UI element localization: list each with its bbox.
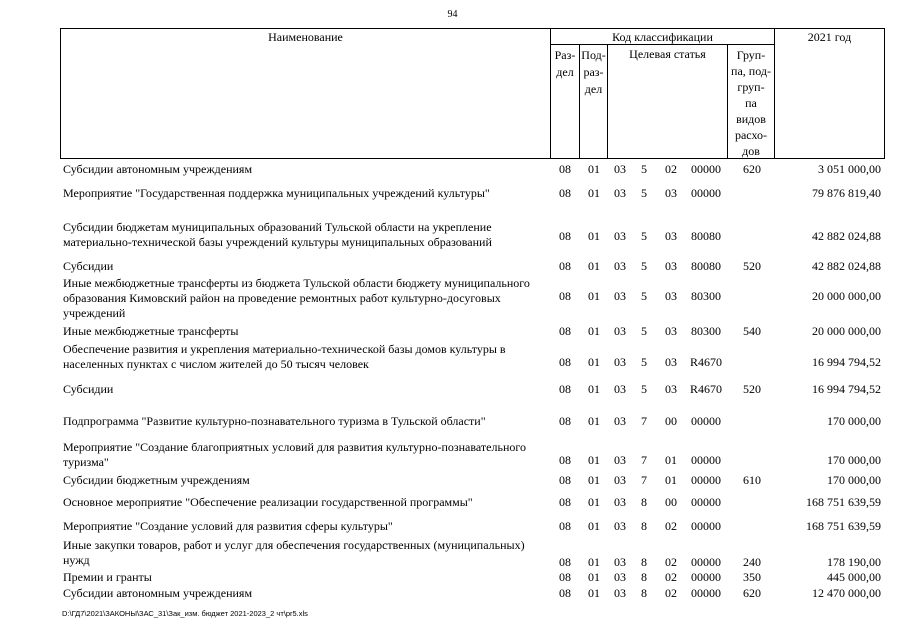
page-number: 94 [447,9,458,20]
header-year-cell [774,28,885,159]
row-code-b: 7 [641,453,647,467]
row-code-v: 540 [743,324,761,338]
row-code-r: 08 [559,186,571,200]
row-amount: 20 000 000,00 [812,324,881,338]
row-amount: 170 000,00 [827,414,881,428]
row-code-d: 00000 [691,495,721,509]
row-code-a: 03 [614,186,626,200]
row-code-c: 02 [665,586,677,600]
row-code-c: 00 [665,495,677,509]
row-code-r: 08 [559,586,571,600]
row-code-d: 80080 [691,229,721,243]
row-amount: 20 000 000,00 [812,289,881,303]
row-code-p: 01 [588,259,600,273]
row-code-d: R4670 [689,355,722,369]
row-code-r: 08 [559,555,571,569]
row-code-b: 8 [641,519,647,533]
row-name: Мероприятие "Создание условий для развития сферы культуры" [63,519,393,533]
row-name: Субсидии [63,382,114,396]
row-code-d: 00000 [691,555,721,569]
row-name: Обеспечение развития и укрепления материально-технической базы домов культуры в населенных пунктах с числом жителей до 50 тысяч человек [63,342,506,371]
row-code-p: 01 [588,570,600,584]
row-code-p: 01 [588,229,600,243]
row-code-a: 03 [614,453,626,467]
row-code-v: 520 [743,382,761,396]
row-amount: 170 000,00 [827,473,881,487]
row-amount: 42 882 024,88 [812,229,881,243]
row-amount: 16 994 794,52 [812,382,881,396]
row-code-p: 01 [588,453,600,467]
row-code-v: 240 [743,555,761,569]
row-code-p: 01 [588,586,600,600]
row-code-c: 03 [665,186,677,200]
row-code-b: 5 [641,324,647,338]
row-amount: 178 190,00 [827,555,881,569]
row-name: Мероприятие "Государственная поддержка муниципальных учреждений культуры" [63,186,490,200]
row-name: Субсидии бюджетам муниципальных образований Тульской области на укрепление материально-технической базы учреждений культуры муниципальных образований [63,220,492,249]
row-amount: 168 751 639,59 [806,519,881,533]
row-code-r: 08 [559,289,571,303]
row-code-r: 08 [559,495,571,509]
row-code-c: 01 [665,473,677,487]
row-code-r: 08 [559,162,571,176]
row-code-r: 08 [559,414,571,428]
row-code-b: 8 [641,495,647,509]
row-code-c: 02 [665,519,677,533]
header-razdel: Раз- дел [554,48,576,79]
row-code-c: 03 [665,382,677,396]
file-path-footer: D:\ГД7\2021\ЗАКОНЫ\ЗАС_31\Зак_изм. бюджет 2021-2023_2 чт\pr5.xls [62,609,308,618]
row-amount: 170 000,00 [827,453,881,467]
row-code-p: 01 [588,495,600,509]
row-code-p: 01 [588,162,600,176]
row-amount: 12 470 000,00 [812,586,881,600]
row-code-v: 520 [743,259,761,273]
row-code-r: 08 [559,355,571,369]
row-code-b: 7 [641,473,647,487]
row-name: Субсидии [63,259,114,273]
row-code-p: 01 [588,555,600,569]
row-code-a: 03 [614,324,626,338]
row-code-c: 00 [665,414,677,428]
row-code-p: 01 [588,414,600,428]
row-code-p: 01 [588,289,600,303]
row-code-r: 08 [559,259,571,273]
row-code-d: 80300 [691,324,721,338]
row-code-b: 5 [641,382,647,396]
row-code-c: 03 [665,324,677,338]
header-name: Наименование [268,30,343,44]
header-year: 2021 год [807,30,852,44]
row-name: Иные межбюджетные трансферты [63,324,239,338]
row-code-b: 5 [641,289,647,303]
row-code-d: R4670 [689,382,722,396]
header-celevaya: Целевая статья [629,47,706,61]
row-code-c: 02 [665,570,677,584]
row-code-p: 01 [588,473,600,487]
row-code-r: 08 [559,473,571,487]
row-code-v: 350 [743,570,761,584]
row-code-v: 620 [743,162,761,176]
row-code-d: 80300 [691,289,721,303]
row-name: Премии и гранты [63,570,152,584]
row-code-r: 08 [559,229,571,243]
row-code-a: 03 [614,495,626,509]
row-code-b: 8 [641,570,647,584]
row-code-a: 03 [614,586,626,600]
row-code-d: 00000 [691,519,721,533]
row-amount: 16 994 794,52 [812,355,881,369]
row-name: Иные межбюджетные трансферты из бюджета Тульской области бюджету муниципального образования Кимовский район на проведение ремонтных работ культурно-досуговых учреждений [63,276,530,320]
row-amount: 3 051 000,00 [818,162,881,176]
row-name: Субсидии автономным учреждениям [63,586,253,600]
row-amount: 42 882 024,88 [812,259,881,273]
row-name: Мероприятие "Создание благоприятных условий для развития культурно-познавательного туризма" [63,440,526,469]
row-code-d: 00000 [691,473,721,487]
row-code-b: 8 [641,586,647,600]
row-code-d: 00000 [691,586,721,600]
row-code-b: 5 [641,355,647,369]
row-code-a: 03 [614,229,626,243]
row-code-c: 03 [665,289,677,303]
row-code-r: 08 [559,324,571,338]
row-code-r: 08 [559,453,571,467]
row-code-p: 01 [588,186,600,200]
row-code-v: 610 [743,473,761,487]
row-code-a: 03 [614,473,626,487]
row-code-c: 02 [665,555,677,569]
row-code-a: 03 [614,355,626,369]
row-code-b: 5 [641,259,647,273]
row-name: Иные закупки товаров, работ и услуг для обеспечения государственных (муниципальных) нужд [63,538,525,567]
row-code-p: 01 [588,355,600,369]
row-code-c: 03 [665,229,677,243]
row-code-c: 03 [665,259,677,273]
row-code-a: 03 [614,414,626,428]
row-amount: 79 876 819,40 [812,186,881,200]
row-name: Субсидии автономным учреждениям [63,162,253,176]
row-name: Субсидии бюджетным учреждениям [63,473,250,487]
row-code-a: 03 [614,382,626,396]
row-amount: 168 751 639,59 [806,495,881,509]
row-code-r: 08 [559,570,571,584]
row-code-d: 80080 [691,259,721,273]
row-code-c: 03 [665,355,677,369]
row-code-b: 5 [641,186,647,200]
row-code-b: 8 [641,555,647,569]
row-code-b: 7 [641,414,647,428]
row-code-a: 03 [614,570,626,584]
row-code-a: 03 [614,519,626,533]
row-code-c: 02 [665,162,677,176]
row-code-c: 01 [665,453,677,467]
row-code-v: 620 [743,586,761,600]
row-code-d: 00000 [691,453,721,467]
row-amount: 445 000,00 [827,570,881,584]
header-podrazdel: Под- раз- дел [581,48,606,96]
row-code-p: 01 [588,324,600,338]
row-name: Подпрограмма "Развитие культурно-познавательного туризма в Тульской области" [63,414,486,428]
row-code-d: 00000 [691,186,721,200]
row-code-d: 00000 [691,162,721,176]
header-name-cell [60,28,551,159]
header-code-classification: Код классификации [612,30,713,44]
row-code-a: 03 [614,162,626,176]
row-code-r: 08 [559,519,571,533]
header-celevaya-cell [607,44,728,159]
row-code-a: 03 [614,259,626,273]
header-vid: Груп- па, под- груп- па видов расхо- дов [731,48,771,158]
row-code-p: 01 [588,382,600,396]
row-code-d: 00000 [691,570,721,584]
row-code-b: 5 [641,229,647,243]
row-name: Основное мероприятие "Обеспечение реализации государственной программы" [63,495,473,509]
row-code-b: 5 [641,162,647,176]
row-code-p: 01 [588,519,600,533]
row-code-d: 00000 [691,414,721,428]
row-code-r: 08 [559,382,571,396]
row-code-a: 03 [614,289,626,303]
row-code-a: 03 [614,555,626,569]
